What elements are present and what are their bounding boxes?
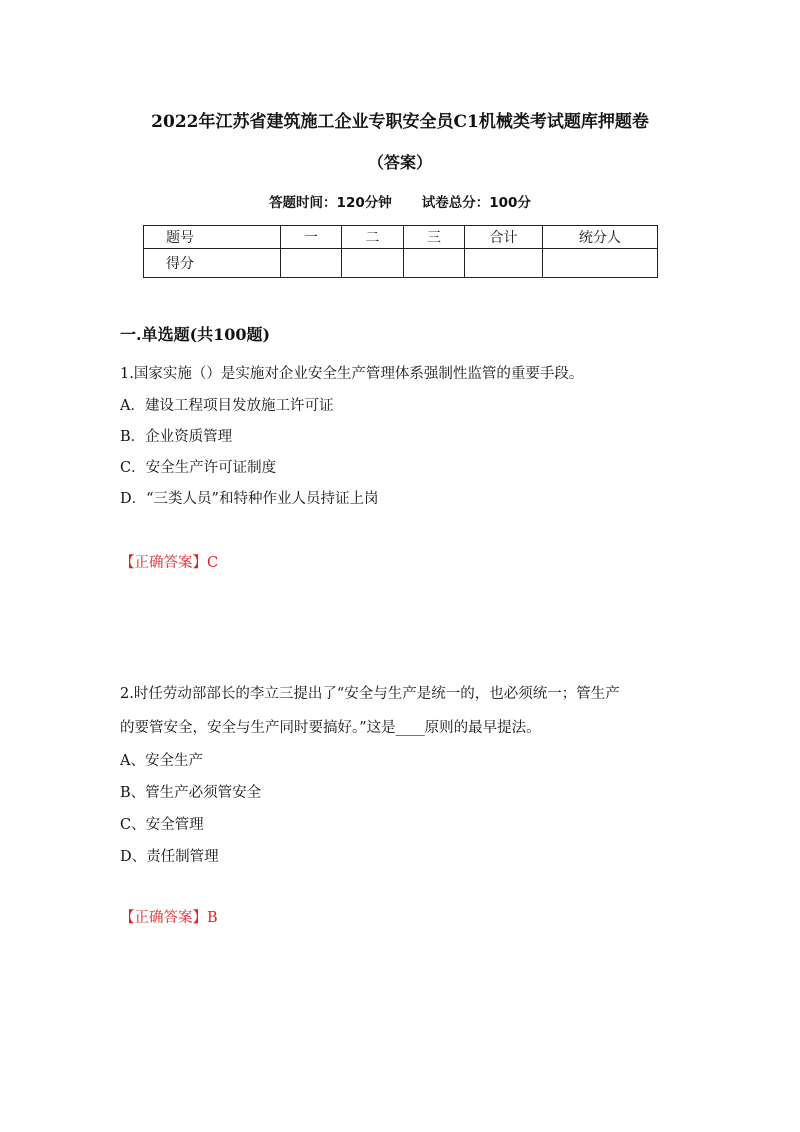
question-2-stem-line-2: 的要管安全，安全与生产同时要搞好。”这是____原则的最早提法。 [120,720,541,736]
question-1-answer: 【正确答案】C [120,555,219,571]
question-2-answer: 【正确答案】B [120,910,218,926]
score-empty-cell [403,249,465,278]
score-empty-cell [465,249,543,278]
question-2-option-b: B、管生产必须管安全 [120,785,262,801]
score-table-score-row [144,249,658,278]
score-empty-cell [342,249,404,278]
question-1-option-b: B．企业资质管理 [120,429,233,445]
score-empty-cell [542,249,657,278]
exam-subtitle: （答案） [367,153,432,172]
score-row-label: 得分 [144,249,281,278]
score-table-header-row [144,226,658,249]
score-empty-cell [280,249,342,278]
question-1-stem: 1.国家实施（）是实施对企业安全生产管理体系强制性监管的重要手段。 [120,366,584,382]
question-2-option-a: A、安全生产 [120,753,203,769]
exam-total-score: 试卷总分：100分 [421,195,531,211]
section-title: 一.单选题(共100题) [120,325,271,344]
score-header-cell: 二 [342,226,404,249]
exam-meta [0,191,800,211]
score-header-cell: 题号 [144,226,281,249]
exam-time: 答题时间：120分钟 [269,195,392,211]
score-header-cell: 一 [280,226,342,249]
score-header-cell: 三 [403,226,465,249]
question-1-option-d: D．“三类人员”和特种作业人员持证上岗 [120,491,379,507]
question-2-option-c: C、安全管理 [120,817,204,833]
score-header-cell: 统分人 [542,226,657,249]
question-1-option-c: C．安全生产许可证制度 [120,460,277,476]
score-table [143,225,658,278]
question-2-stem-line-1: 2.时任劳动部部长的李立三提出了“安全与生产是统一的，也必须统一；管生产 [120,686,620,702]
exam-title: 2022年江苏省建筑施工企业专职安全员C1机械类考试题库押题卷 [151,112,649,132]
score-header-cell: 合计 [465,226,543,249]
question-1-option-a: A．建设工程项目发放施工许可证 [120,398,334,414]
question-2-option-d: D、责任制管理 [120,849,219,865]
